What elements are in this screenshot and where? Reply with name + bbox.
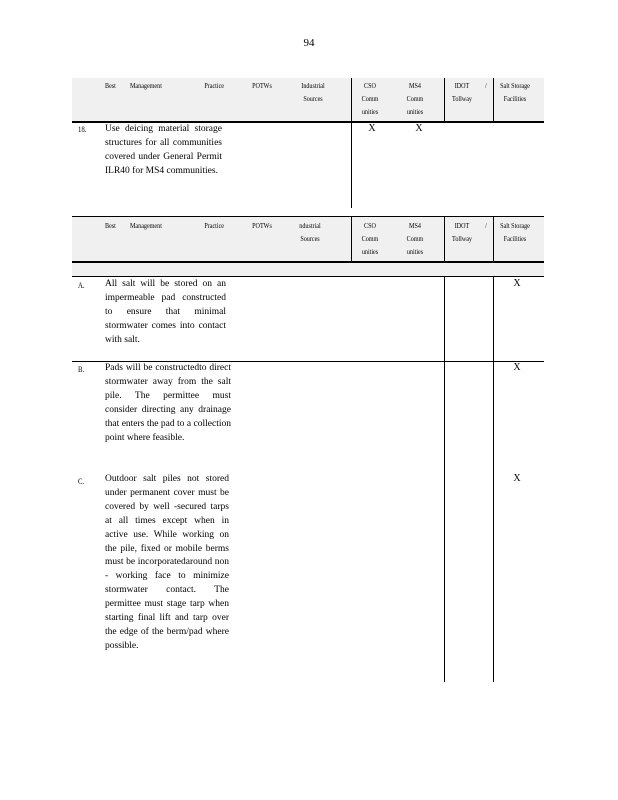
row-b-text: Pads will be constructedto direct stormwater away from the salt pile. The permittee must consider directing any drainage that enters the pad to a collection point where feasible. [105, 363, 231, 443]
header-best: Best [105, 222, 116, 230]
row-18-text: Use deicing material storage structures for all communities covered under General Permit ILR40 for MS4 communities. [105, 124, 222, 176]
header-slash: / [485, 222, 487, 230]
header-slash: / [485, 82, 487, 90]
table-1-divider-cso [351, 78, 352, 121]
row-18-ms4-mark: X [415, 123, 423, 134]
row-b-id: B. [78, 365, 85, 374]
table-2-body-divider-salt [493, 277, 494, 682]
row-18-id: 18. [78, 125, 87, 134]
header-salt-storage: Salt Storage Facilities [500, 82, 530, 103]
header-practice: Practice [204, 222, 224, 230]
header-ms4-communities: MS4 Comm unities [406, 222, 424, 256]
header-best: Best [105, 82, 116, 90]
table-2-divider-cso [351, 217, 352, 261]
row-18-cso-mark: X [368, 123, 376, 134]
table-2-body-divider-idot [444, 277, 445, 682]
table-2-spacer-rule [72, 276, 544, 277]
header-idot-tollway: IDOT Tollway [452, 222, 472, 243]
header-potws: POTWs [252, 82, 272, 90]
row-a-salt-mark: X [513, 278, 521, 289]
header-ms4-communities: MS4 Comm unities [406, 82, 424, 116]
page-number: 94 [303, 37, 315, 49]
row-c-salt-mark: X [513, 473, 521, 484]
header-cso-communities: CSO Comm unities [361, 222, 379, 256]
table-2-spacer-band [72, 263, 544, 276]
header-cso-communities: CSO Comm unities [361, 82, 379, 116]
row-c-text: Outdoor salt piles not stored under permanent cover must be covered by well -secured tarps at all times except when in active use. While working on the pile, fixed or mobile berms must be incorporatedaround non - working face to minimize stormwater contact. The permittee must stage tarp when starting final lift and tarp over the edge of the berm/pad where possible. [105, 474, 229, 651]
header-practice: Practice [204, 82, 224, 90]
header-management: Management [130, 222, 162, 230]
header-industrial-sources: ndustrial Sources [299, 222, 321, 243]
header-salt-storage: Salt Storage Facilities [500, 222, 530, 243]
table-1-divider-salt [493, 78, 494, 121]
table-2-divider-idot [444, 217, 445, 261]
row-c-id: C. [78, 477, 85, 486]
table-2-divider-salt [493, 217, 494, 261]
table-1-row-divider [351, 122, 352, 208]
row-a-text: All salt will be stored on an impermeable pad constructed to ensure that minimal stormwater comes into contact with salt. [105, 279, 226, 345]
header-potws: POTWs [252, 222, 272, 230]
row-b-salt-mark: X [513, 362, 521, 373]
header-management: Management [130, 82, 162, 90]
row-a-id: A. [78, 281, 85, 290]
table-1-divider-idot [444, 78, 445, 121]
header-industrial-sources: Industrial Sources [301, 82, 325, 103]
header-idot-tollway: IDOT Tollway [452, 82, 472, 103]
